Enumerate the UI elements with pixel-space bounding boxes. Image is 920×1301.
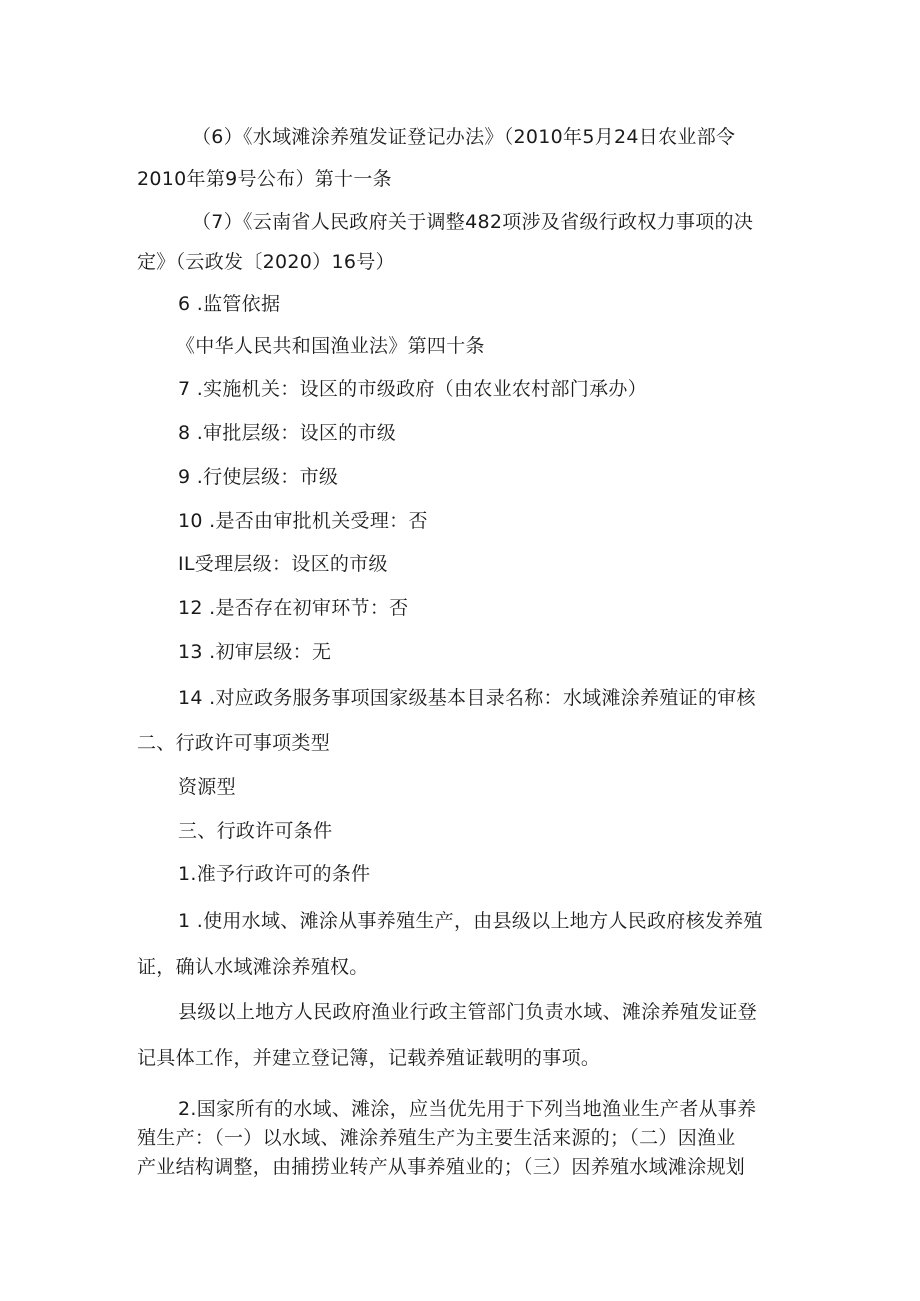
text-line: 12 .是否存在初审环节：否	[178, 597, 409, 619]
text-line: 殖生产：（一）以水域、滩涂养殖生产为主要生活来源的；（二）因渔业	[137, 1127, 736, 1149]
text-line: 资源型	[178, 776, 236, 798]
text-line: 记具体工作，并建立登记簿，记载养殖证载明的事项。	[137, 1047, 601, 1069]
text-line: 定》（云政发〔2020）16号）	[137, 251, 395, 273]
text-line: 9 .行使层级：市级	[178, 466, 339, 488]
text-line: 14 .对应政务服务事项国家级基本目录名称：水域滩涂养殖证的审核	[178, 687, 756, 709]
text-line: 10 .是否由审批机关受理：否	[178, 510, 428, 532]
text-line: （7）《云南省人民政府关于调整482项涉及省级行政权力事项的决	[192, 211, 754, 233]
text-line: 2.国家所有的水域、滩涂，应当优先用于下列当地渔业生产者从事养	[178, 1098, 757, 1120]
text-line: 产业结构调整，由捕捞业转产从事养殖业的；（三）因养殖水域滩涂规划	[137, 1156, 746, 1178]
text-line: 证，确认水域滩涂养殖权。	[137, 956, 369, 978]
section-heading: 6 .监管依据	[178, 293, 281, 315]
section-heading: 三、行政许可条件	[178, 820, 333, 842]
text-line: 8 .审批层级：设区的市级	[178, 422, 397, 444]
text-line: 7 .实施机关：设区的市级政府（由农业农村部门承办）	[178, 378, 647, 400]
text-line: 1 .使用水域、滩涂从事养殖生产，由县级以上地方人民政府核发养殖	[178, 910, 763, 932]
text-line: 2010年第9号公布）第十一条	[137, 168, 392, 190]
text-line: （6）《水域滩涂养殖发证登记办法》（2010年5月24日农业部令	[192, 126, 736, 148]
text-line: 县级以上地方人民政府渔业行政主管部门负责水域、滩涂养殖发证登	[178, 1001, 758, 1023]
text-line: IL受理层级：设区的市级	[178, 553, 388, 575]
text-line: 《中华人民共和国渔业法》第四十条	[176, 335, 485, 357]
section-heading: 二、行政许可事项类型	[137, 732, 331, 754]
text-line: 1.准予行政许可的条件	[178, 863, 371, 885]
text-line: 13 .初审层级：无	[178, 641, 332, 663]
